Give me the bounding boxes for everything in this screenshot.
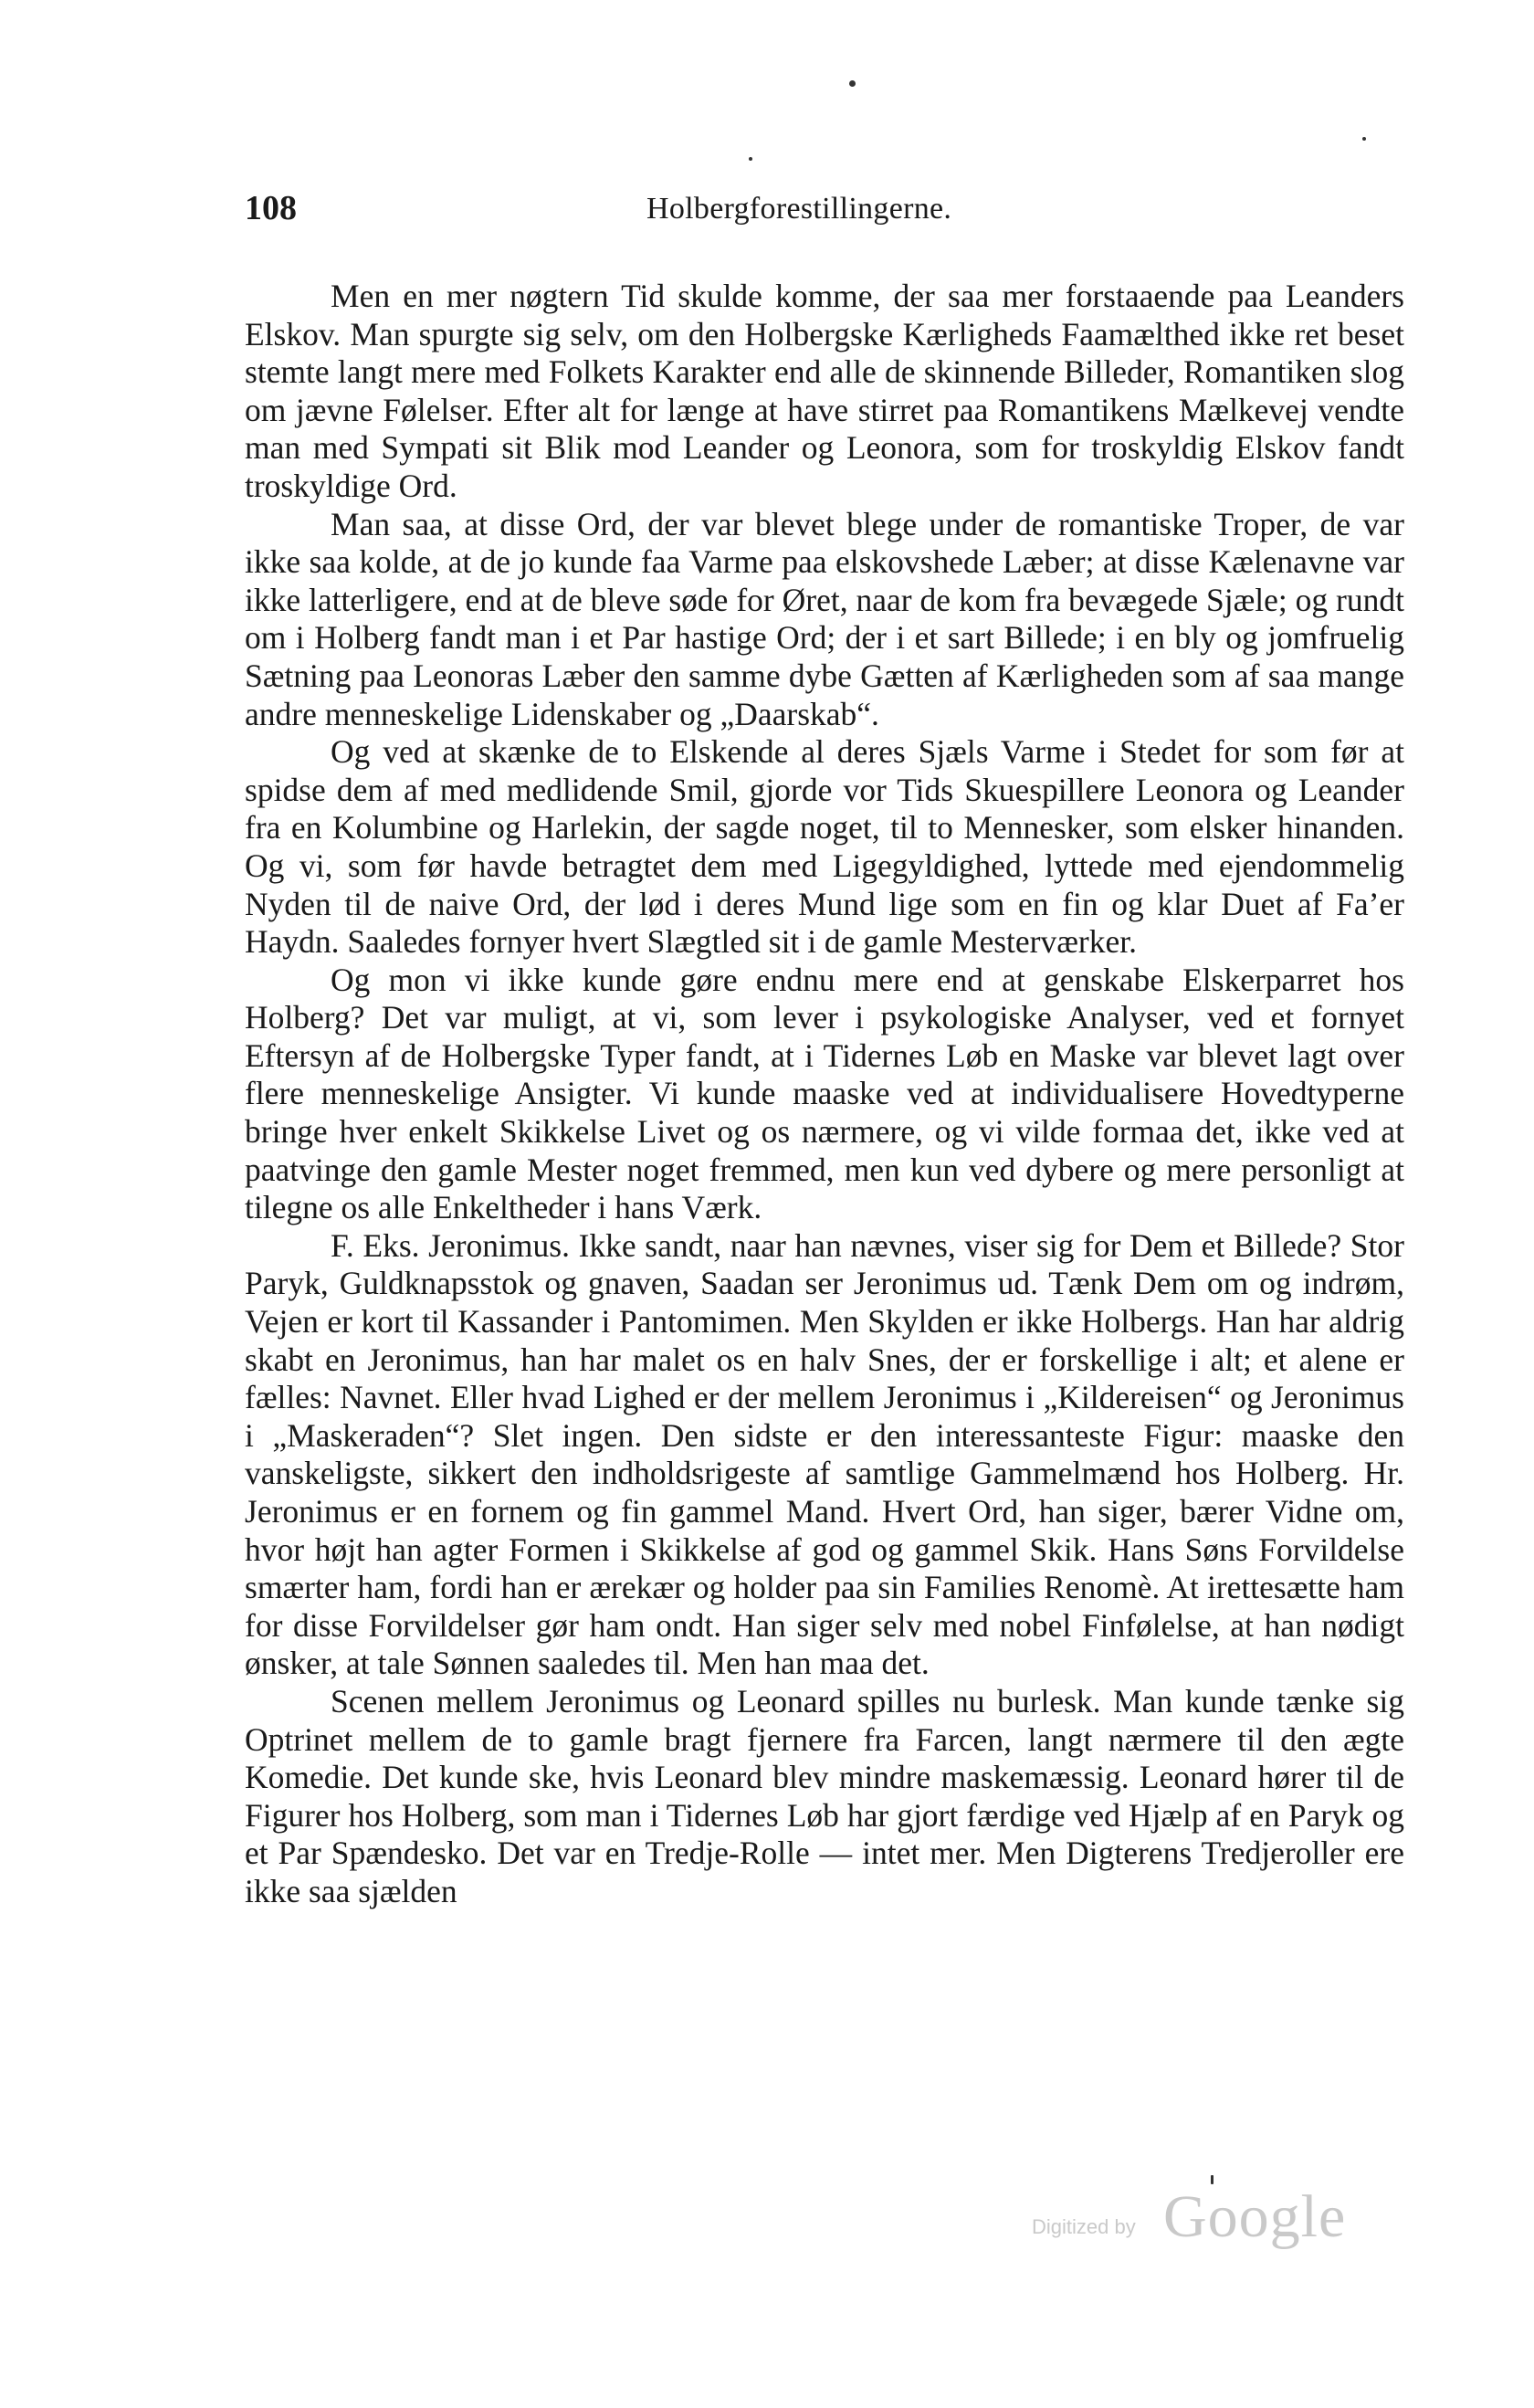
paragraph: F. Eks. Jeronimus. Ikke sandt, naar han nævnes, viser sig for Dem et Billede? Stor Paryk, Guldknapsstok og gnaven, Saadan ser Jeronimus ud. Tænk Dem om og indrøm, Vejen er kort til Kassander i Pantomimen. Men Skylden er ikke Holbergs. Han har aldrig skabt en Jeronimus, han har malet os en halv Snes, der er forskellige i alt; et alene er fælles: Navnet. Eller hvad Lighed er der mellem Jeronimus i „Kildereisen“ og Jeronimus i „Maskeraden“? Slet ingen. Den sidste er den interessanteste Figur: maaske den vanskeligste, sikkert den indholdsrigeste af samtlige Gammelmænd hos Holberg. Hr. Jeronimus er en fornem og fin gammel Mand. Hvert Ord, han siger, bærer Vidne om, hvor højt han agter Formen i Skikkelse af god og gammel Skik. Hans Søns Forvildelse smærter ham, fordi han er ærekær og holder paa sin Families Renomè. At irettesætte ham for disse Forvildelser gør ham ondt. Han siger selv med nobel Finfølelse, at han nødigt ønsker, at tale Sønnen saaledes til. Men han maa det.	[245, 1226, 1404, 1682]
digitized-watermark	[1032, 2182, 1347, 2256]
paragraph: Og mon vi ikke kunde gøre endnu mere end at genskabe Elskerparret hos Holberg? Det var muligt, at vi, som lever i psykologiske Analyser, ved et fornyet Eftersyn af de Holbergske Typer fandt, at i Tidernes Løb en Maske var blevet lagt over flere menneskelige Ansigter. Vi kunde maaske ved at individualisere Hovedtyperne bringe hver enkelt Skikkelse Livet og os nærmere, og vi vilde formaa det, ikke ved at paatvinge den gamle Mester noget fremmed, men kun ved dybere og mere personligt at tilegne os alle Enkeltheder i hans Værk.	[245, 961, 1404, 1226]
paragraph: Og ved at skænke de to Elskende al deres Sjæls Varme i Stedet for som før at spidse dem af med medlidende Smil, gjorde vor Tids Skuespillere Leonora og Leander fra en Kolumbine og Harlekin, der sagde noget, til to Mennesker, som elsker hinanden. Og vi, som før havde betragtet dem med Ligegyldighed, lyttede med ejendommelig Nyden til de naive Ord, der lød i deres Mund lige som en fin og klar Duet af Fa’er Haydn. Saaledes fornyer hvert Slægtled sit i de gamle Mesterværker.	[245, 733, 1404, 961]
scan-speck	[749, 157, 752, 161]
scan-speck	[1362, 137, 1366, 141]
page-header	[245, 188, 1404, 243]
paragraph: Men en mer nøgtern Tid skulde komme, der saa mer forstaaende paa Leanders Elskov. Man spurgte sig selv, om den Holbergske Kærligheds Faamælthed ikke ret beset stemte langt mere med Folkets Karakter end alle de skinnende Billeder, Romantiken slog om jævne Følelser. Efter alt for længe at have stirret paa Romantikens Mælkevej vendte man med Sympati sit Blik mod Leander og Leonora, som for troskyldig Elskov fandt troskyldige Ord.	[245, 278, 1404, 504]
paragraph: Man saa, at disse Ord, der var blevet blege under de romantiske Troper, de var ikke saa kolde, at de jo kunde faa Varme paa elskovshede Læber; at disse Kælenavne var ikke latterligere, end at de bleve søde for Øret, naar de kom fra bevægede Sjæle; og rundt om i Holberg fandt man i et Par hastige Ord; der i et sart Billede; i en bly og jomfruelig Sætning paa Leonoras Læber den samme dybe Gætten af Kærligheden som af saa mange andre menneskelige Lidenskaber og „Daarskab“.	[245, 505, 1404, 732]
paragraph: Scenen mellem Jeronimus og Leonard spilles nu burlesk. Man kunde tænke sig Optrinet mellem de to gamle bragt fjernere fra Farcen, langt nærmere til den ægte Komedie. Det kunde ske, hvis Leonard blev mindre maskemæssig. Leonard hører til de Figurer hos Holberg, som man i Tidernes Løb har gjort færdige ved Hjælp af en Paryk og et Par Spændesko. Det var en Tredje-Rolle — intet mer. Men Digterens Tredjeroller ere ikke saa sjælden	[245, 1682, 1404, 1909]
digitized-label: Digitized by	[1032, 2215, 1136, 2238]
google-logo: Google	[1163, 2183, 1347, 2250]
body-text	[245, 278, 1404, 1911]
scan-speck	[849, 80, 856, 87]
page-number: 108	[245, 189, 297, 227]
running-title: Holbergforestillingerne.	[646, 192, 952, 226]
